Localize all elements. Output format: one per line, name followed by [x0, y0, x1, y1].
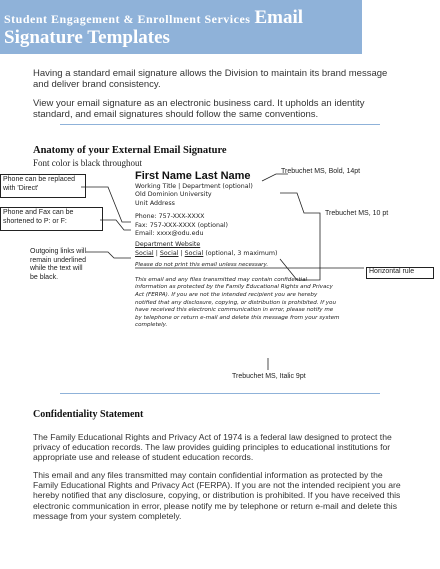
- confidentiality-paragraph-1: The Family Educational Rights and Privacy Act of 1974 is a federal law designed to protect the privacy of education records. The law provides guiding principles to educational institutions for appropriate use and release of student education records.: [33, 432, 392, 463]
- connector-outgoing-links: [86, 252, 131, 258]
- annotation-phone-direct: Phone can be replaced with 'Direct': [0, 174, 86, 198]
- confidentiality-paragraph-2: This email and any files transmitted may contain confidential information as protected by the Family Educational Rights and Privacy Act (FERPA). If you are not the intended recipient you are hereby notified that any disclosure, copying, or distribution is prohibited. If you have received this electronic communication in error, please notify me by telephone or return e-mail and delete this message from your system completely.: [33, 470, 401, 521]
- signature-email: Email: xxxx@odu.edu: [135, 230, 204, 238]
- annotation-horizontal-rule: Horizontal rule: [366, 267, 434, 279]
- social-link-2[interactable]: Social: [159, 249, 179, 257]
- signature-name: First Name Last Name: [135, 170, 251, 182]
- confidentiality-heading: Confidentiality Statement: [33, 409, 144, 420]
- title-prefix: Student Engagement & Enrollment Services: [4, 12, 251, 26]
- title-email-word: Email: [254, 7, 303, 28]
- section-divider-bottom: [60, 393, 380, 394]
- signature-title-line: Working Title | Department (optional): [135, 183, 253, 190]
- social-separator: |: [180, 249, 183, 257]
- department-website-link[interactable]: Department Website: [135, 241, 201, 249]
- social-link-1[interactable]: Social: [135, 249, 154, 257]
- signature-phone: Phone: 757-XXX-XXXX: [135, 213, 205, 221]
- signature-confidential-notice: This email and any files transmitted may contain confidential information as protected by the Family Educational Rights and Privacy Act (FERPA). If you are not the intended recipient you are hereby notified that any disclosure, copying, or distribution is prohibited. If you have received this electronic communication in error, please notify me by telephone or return e-mail and delete this message from your system completely.: [135, 276, 340, 329]
- annotation-trebuchet-italic: Trebuchet MS, Italic 9pt: [232, 373, 306, 380]
- signature-university: Old Dominion University: [135, 191, 212, 199]
- annotation-phone-fax: Phone and Fax can be shortened to P: or F:: [0, 207, 103, 231]
- intro-paragraph-1: Having a standard email signature allows the Division to maintain its brand message and deliver brand consistency.: [33, 68, 388, 90]
- connector-phone-fax: [100, 220, 131, 230]
- print-note: Please do not print this email unless necessary.: [135, 262, 269, 269]
- annotation-trebuchet-10: Trebuchet MS, 10 pt: [325, 210, 389, 217]
- social-separator: |: [155, 249, 158, 257]
- signature-website: [135, 241, 350, 249]
- intro-paragraph-2: View your email signature as an electronic business card. It upholds an identity standard, and email signatures should follow the same conventions.: [33, 98, 365, 120]
- annotation-outgoing-links: Outgoing links will remain underlined while the text will be black.: [30, 248, 87, 281]
- social-link-3[interactable]: Social: [184, 249, 204, 257]
- social-optional-note: (optional, 3 maximum): [205, 249, 278, 257]
- title-line-2: Signature Templates: [4, 27, 170, 48]
- signature-unit-address: Unit Address: [135, 199, 175, 207]
- anatomy-subheading: Font color is black throughout: [33, 158, 142, 168]
- signature-social-row: [135, 250, 350, 258]
- annotation-trebuchet-bold: Trebuchet MS, Bold, 14pt: [281, 168, 361, 175]
- signature-sample: [135, 170, 350, 330]
- signature-fax: Fax: 757-XXX-XXXX (optional): [135, 221, 229, 229]
- anatomy-heading: Anatomy of your External Email Signature: [33, 145, 227, 156]
